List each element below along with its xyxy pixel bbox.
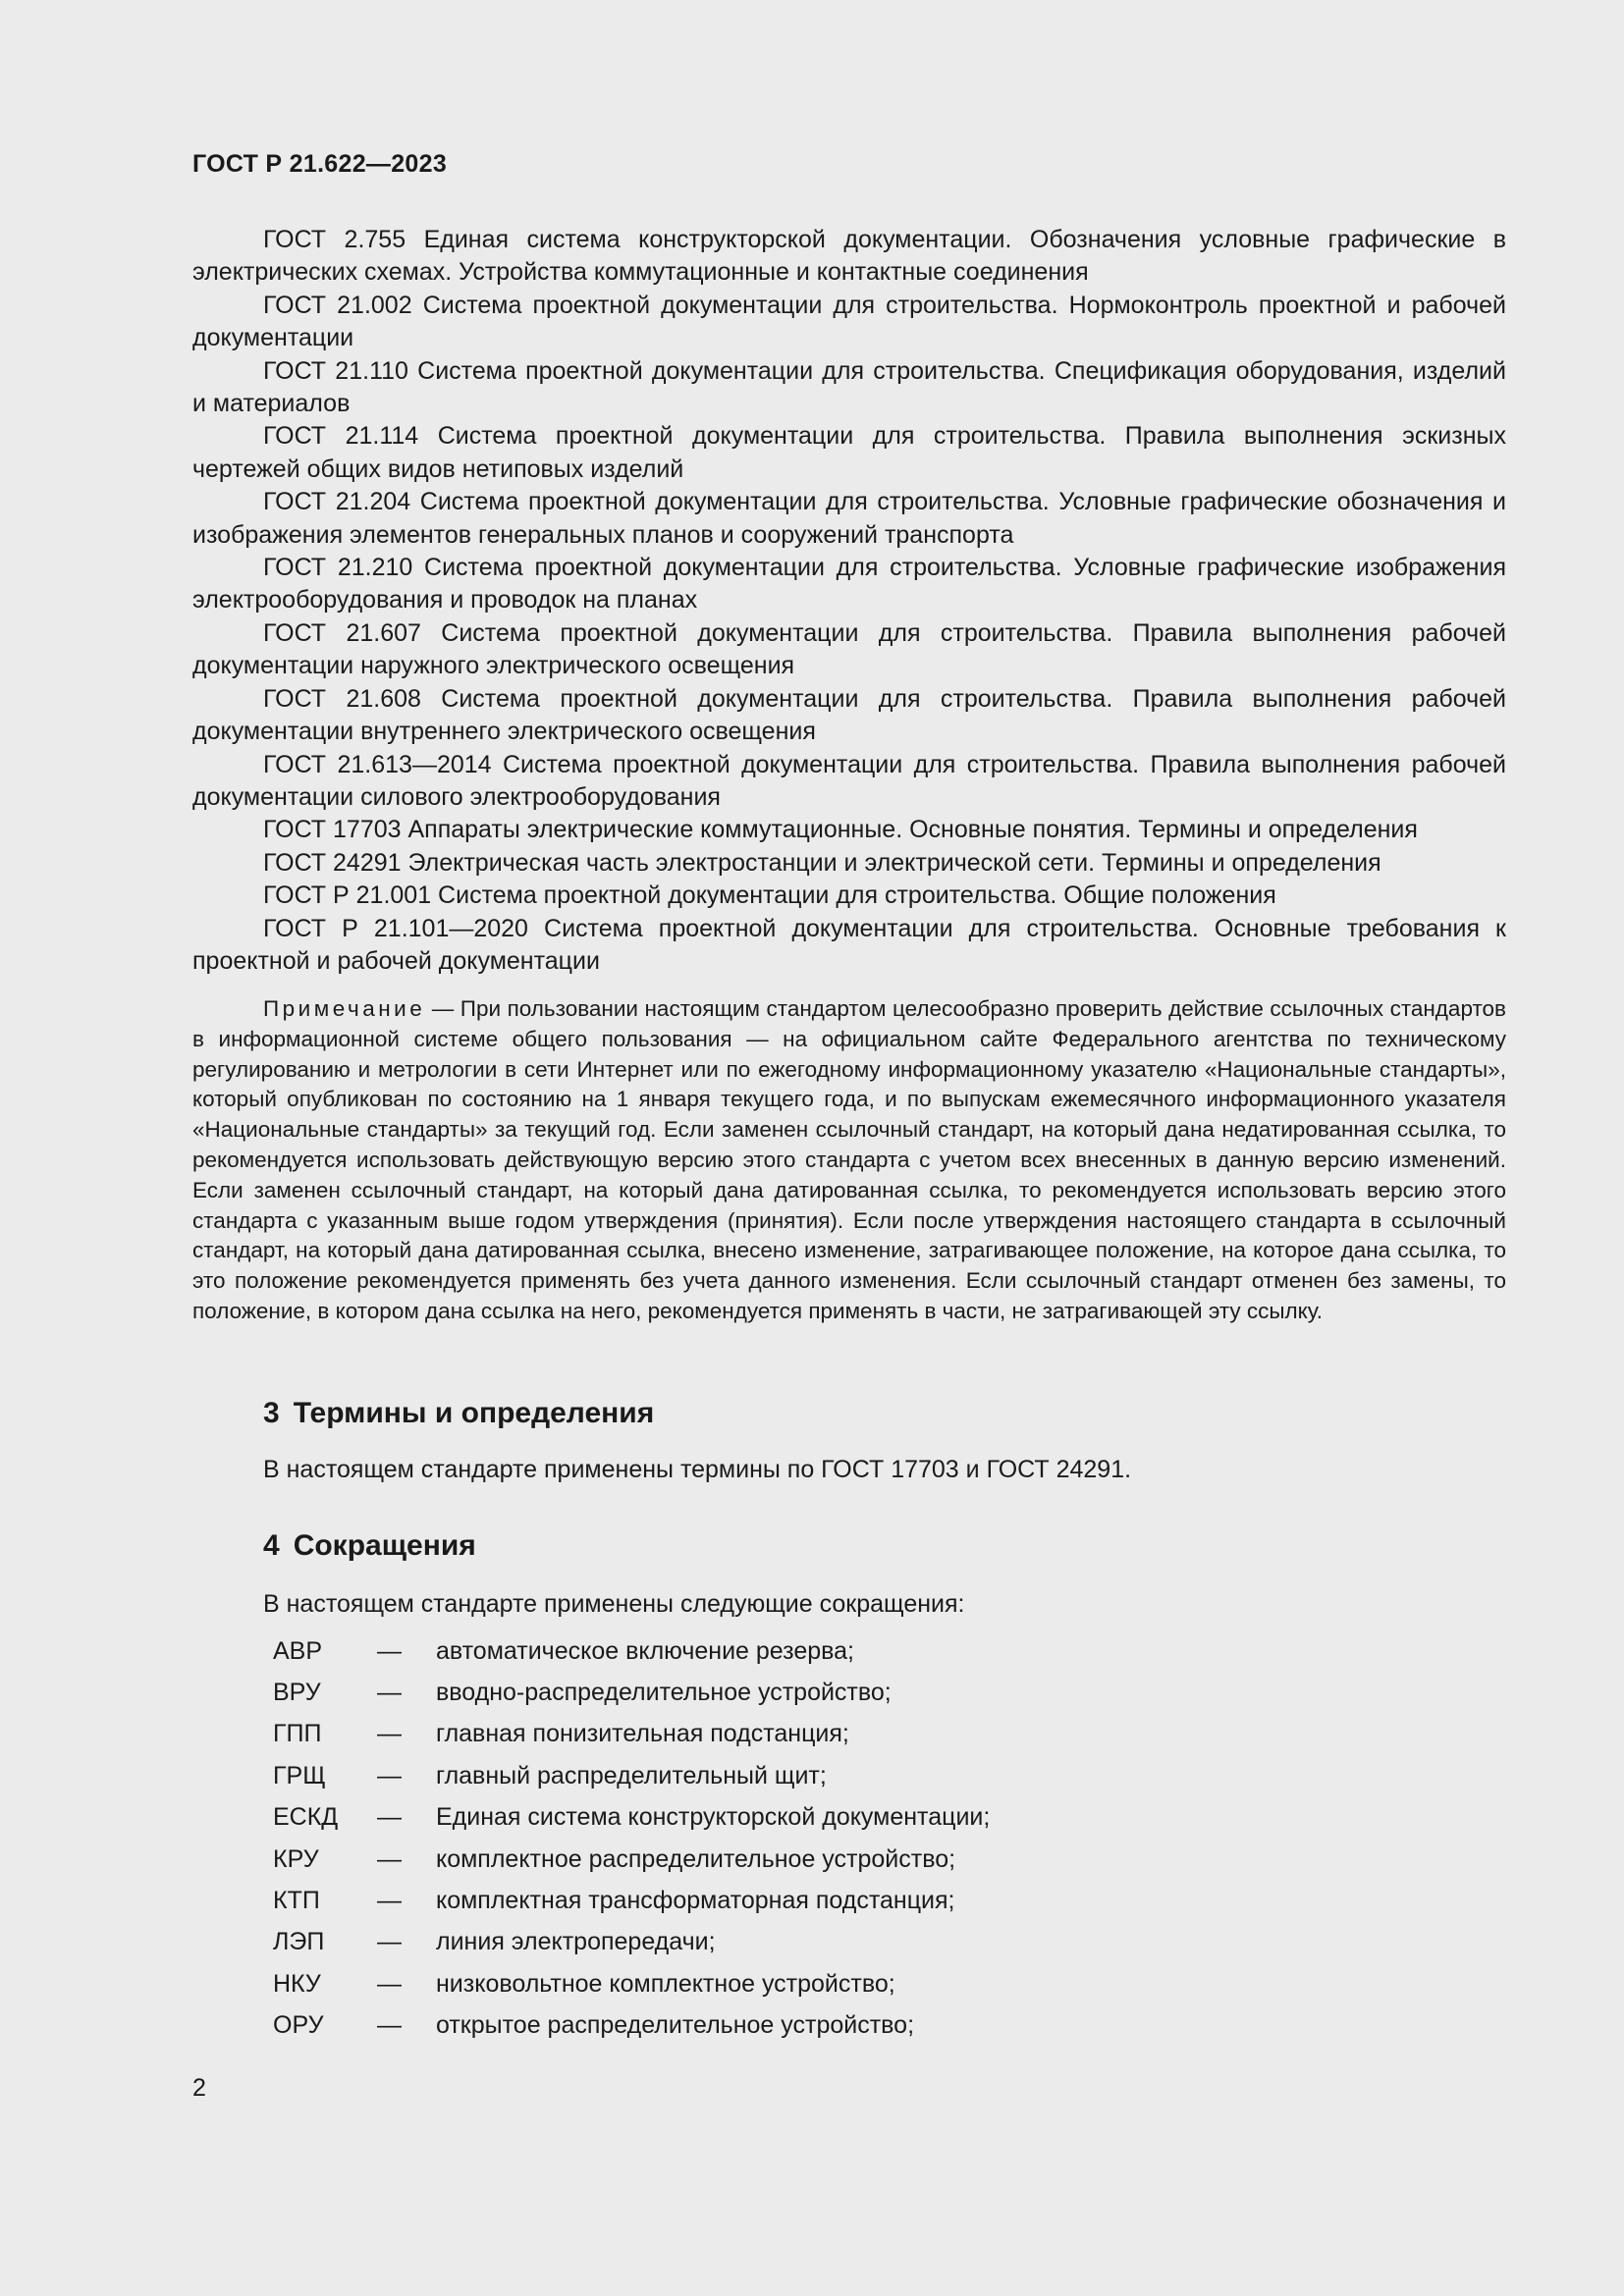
abbr-definition: главный распределительный щит; xyxy=(436,1761,827,1789)
abbreviation-row xyxy=(273,1880,990,1921)
abbreviation-row xyxy=(273,1963,990,2004)
abbr-dash: — xyxy=(377,1679,402,1707)
abbreviation-row xyxy=(273,1797,990,1839)
abbr-code: ЕСКД xyxy=(273,1803,339,1832)
abbr-code: КТП xyxy=(273,1887,320,1915)
abbr-dash: — xyxy=(377,1844,402,1873)
abbr-dash: — xyxy=(377,1636,402,1665)
reference-list xyxy=(192,224,1506,978)
abbr-dash: — xyxy=(377,1928,402,1956)
reference-item: ГОСТ 2.755 Единая система конструкторской документации. Обозначения условные графические в электрических схемах. Устройства коммутационные и контактные соединения xyxy=(192,226,1506,287)
abbr-dash: — xyxy=(377,1887,402,1915)
section-number: 4 xyxy=(263,1529,280,1562)
reference-item: ГОСТ Р 21.101—2020 Система проектной документации для строительства. Основные требования к проектной и рабочей документации xyxy=(192,914,1506,975)
section-4-heading xyxy=(263,1529,476,1563)
reference-item: ГОСТ Р 21.001 Система проектной документации для строительства. Общие положения xyxy=(263,881,1276,910)
reference-item: ГОСТ 21.608 Система проектной документации для строительства. Правила выполнения рабочей документации внутреннего электрического освещения xyxy=(192,684,1506,746)
abbr-definition: комплектное распределительное устройство; xyxy=(436,1844,956,1873)
abbr-code: ВРУ xyxy=(273,1679,321,1707)
abbreviation-list xyxy=(273,1630,990,2047)
abbreviation-row xyxy=(273,1922,990,1963)
abbr-definition: комплектная трансформаторная подстанция; xyxy=(436,1887,955,1915)
reference-item: ГОСТ 21.114 Система проектной документации для строительства. Правила выполнения эскизных чертежей общих видов нетиповых изделий xyxy=(192,422,1506,483)
abbr-dash: — xyxy=(377,2011,402,2040)
abbreviation-row xyxy=(273,1755,990,1796)
abbr-dash: — xyxy=(377,1803,402,1832)
abbr-definition: главная понизительная подстанция; xyxy=(436,1720,849,1748)
abbr-code: ОРУ xyxy=(273,2011,324,2040)
abbr-code: АВР xyxy=(273,1636,323,1665)
abbr-definition: Единая система конструкторской документации; xyxy=(436,1803,991,1832)
abbr-code: НКУ xyxy=(273,1969,321,1998)
abbr-code: КРУ xyxy=(273,1844,319,1873)
abbr-code: ГПП xyxy=(273,1720,322,1748)
section-title: Термины и определения xyxy=(293,1397,655,1429)
reference-item: ГОСТ 21.607 Система проектной документации для строительства. Правила выполнения рабочей документации наружного электрического освещения xyxy=(192,618,1506,680)
abbreviation-row xyxy=(273,1714,990,1755)
abbr-dash: — xyxy=(377,1761,402,1789)
page-number: 2 xyxy=(192,2074,206,2102)
section-number: 3 xyxy=(263,1397,280,1429)
abbr-code: ЛЭП xyxy=(273,1928,325,1956)
note-paragraph xyxy=(192,994,1506,1327)
abbreviation-row xyxy=(273,1630,990,1672)
reference-item: ГОСТ 21.204 Система проектной документации для строительства. Условные графические обозначения и изображения элементов генеральных планов и сооружений транспорта xyxy=(192,488,1506,549)
abbreviation-row xyxy=(273,2005,990,2047)
reference-item: ГОСТ 21.002 Система проектной документации для строительства. Нормоконтроль проектной и рабочей документации xyxy=(192,291,1506,352)
reference-item: ГОСТ 21.210 Система проектной документации для строительства. Условные графические изображения электрооборудования и проводок на планах xyxy=(192,554,1506,614)
abbreviation-row xyxy=(273,1839,990,1880)
note-text: — При пользовании настоящим стандартом целесообразно проверить действие ссылочных стандартов в информационной системе общего пользования — на официальном сайте Федерального агентства по техническому регулированию и метрологии в сети Интернет или по ежегодному информационному указателю «Национальные стандарты», который опубликован по состоянию на 1 января текущего года, и по выпускам ежемесячного информационного указателя «Национальные стандарты» за текущий год. Если заменен ссылочный стандарт, на который дана недатированная ссылка, то рекомендуется использовать действующую версию этого стандарта с учетом всех внесенных в данную версию изменений. Если заменен ссылочный стандарт, на который дана датированная ссылка, то рекомендуется использовать версию этого стандарта с указанным выше годом утверждения (принятия). Если после утверждения настоящего стандарта в ссылочный стандарт, на который дана датированная ссылка, внесено изменение, затрагивающее положение, на которое дана ссылка, то это положение рекомендуется применять без учета данного изменения. Если ссылочный стандарт отменен без замены, то положение, в котором дана ссылка на него, рекомендуется применять в части, не затрагивающей эту ссылку. xyxy=(192,996,1506,1323)
reference-item: ГОСТ 21.110 Система проектной документации для строительства. Спецификация оборудования, изделий и материалов xyxy=(192,356,1506,418)
section-3-text: В настоящем стандарте применены термины по ГОСТ 17703 и ГОСТ 24291. xyxy=(263,1456,1132,1483)
abbr-definition: автоматическое включение резерва; xyxy=(436,1636,855,1665)
section-4-text: В настоящем стандарте применены следующие сокращения: xyxy=(263,1590,965,1618)
abbr-dash: — xyxy=(377,1969,402,1998)
abbr-definition: открытое распределительное устройство; xyxy=(436,2011,915,2040)
reference-item: ГОСТ 17703 Аппараты электрические коммутационные. Основные понятия. Термины и определения xyxy=(263,816,1418,844)
note-label: Примечание xyxy=(263,996,426,1021)
section-3-heading xyxy=(263,1397,654,1430)
document-header: ГОСТ Р 21.622—2023 xyxy=(192,150,448,178)
reference-item: ГОСТ 21.613—2014 Система проектной документации для строительства. Правила выполнения рабочей документации силового электрооборудования xyxy=(192,750,1506,811)
abbr-dash: — xyxy=(377,1720,402,1748)
abbr-definition: линия электропередачи; xyxy=(436,1928,716,1956)
abbr-code: ГРЩ xyxy=(273,1761,326,1789)
abbreviation-row xyxy=(273,1672,990,1713)
reference-item: ГОСТ 24291 Электрическая часть электростанции и электрической сети. Термины и определения xyxy=(263,848,1381,877)
section-title: Сокращения xyxy=(293,1529,476,1562)
abbr-definition: вводно-распределительное устройство; xyxy=(436,1679,892,1707)
abbr-definition: низковольтное комплектное устройство; xyxy=(436,1969,895,1998)
